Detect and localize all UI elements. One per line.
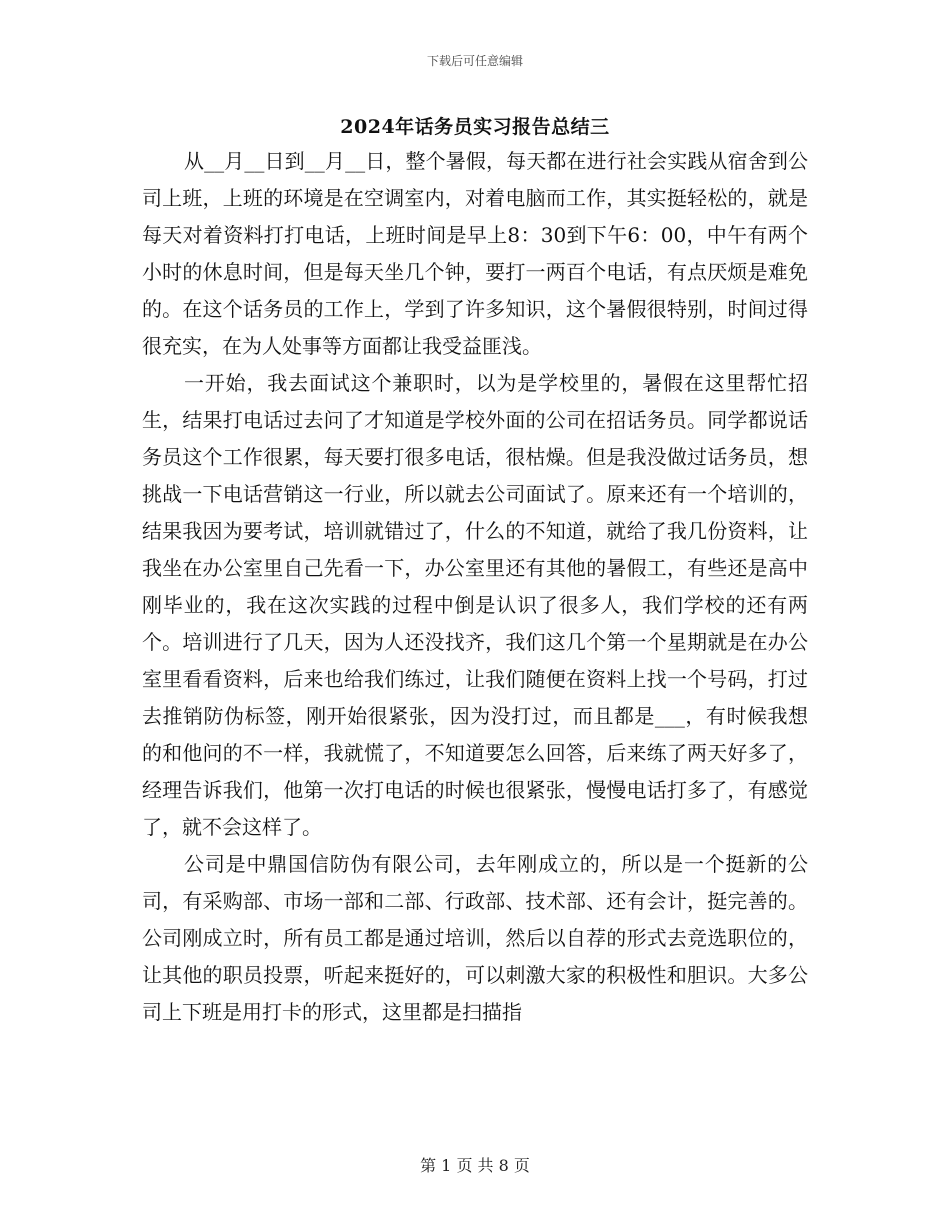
page-number: 第 1 页 共 8 页	[420, 1156, 530, 1175]
paragraph-3: 公司是中鼎国信防伪有限公司，去年刚成立的，所以是一个挺新的公司，有采购部、市场一部和二部、行政部、技术部、还有会计，挺完善的。公司刚成立时，所有员工都是通过培训，然后以自荐的形式去竞选职位的，让其他的职员投票，听起来挺好的，可以刺激大家的积极性和胆识。大多公司上下班是用打卡的形式，这里都是扫描指	[142, 852, 808, 1024]
paragraph-2: 一开始，我去面试这个兼职时，以为是学校里的，暑假在这里帮忙招生，结果打电话过去问了才知道是学校外面的公司在招话务员。同学都说话务员这个工作很累，每天要打很多电话，很枯燥。但是我没做过话务员，想挑战一下电话营销这一行业，所以就去公司面试了。原来还有一个培训的，结果我因为要考试，培训就错过了，什么的不知道，就给了我几份资料，让我坐在办公室里自己先看一下，办公室里还有其他的暑假工，有些还是高中刚毕业的，我在这次实践的过程中倒是认识了很多人，我们学校的还有两个。培训进行了几天，因为人还没找齐，我们这几个第一个星期就是在办公室里看看资料，后来也给我们练过，让我们随便在资料上找一个号码，打过去推销防伪标签，刚开始很紧张，因为没打过，而且都是___，有时候我想的和他问的不一样，我就慌了，不知道要怎么回答，后来练了两天好多了，经理告诉我们，他第一次打电话的时候也很紧张，慢慢电话打多了，有感觉了，就不会这样了。	[142, 371, 808, 839]
paragraph-1: 从__月__日到__月__日，整个暑假，每天都在进行社会实践从宿舍到公司上班，上班的环境是在空调室内，对着电脑而工作，其实挺轻松的，就是每天对着资料打打电话，上班时间是早上8：30到下午6：00，中午有两个小时的休息时间，但是每天坐几个钟，要打一两百个电话，有点厌烦是难免的。在这个话务员的工作上，学到了许多知识，这个暑假很特别，时间过得很充实，在为人处事等方面都让我受益匪浅。	[142, 149, 808, 358]
document-title: 2024年话务员实习报告总结三	[340, 116, 610, 138]
document-body	[142, 143, 808, 1031]
header-note: 下载后可任意编辑	[426, 54, 523, 68]
